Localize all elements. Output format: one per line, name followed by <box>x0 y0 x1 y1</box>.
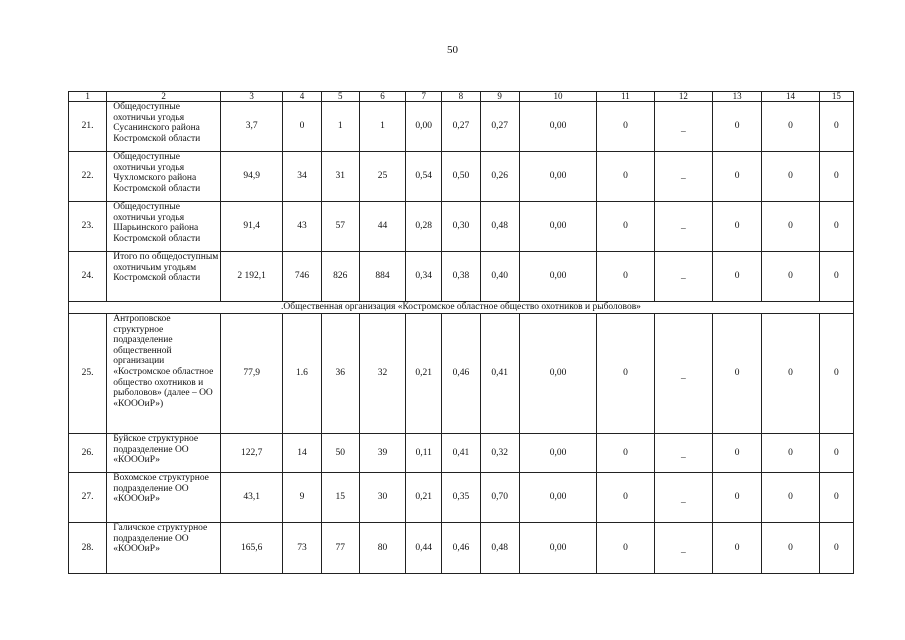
value-cell-c5: 36 <box>321 314 359 434</box>
value-cell-c12: _ <box>654 473 712 523</box>
value-cell-c13: 0 <box>713 102 762 152</box>
value-cell-c8: 0,46 <box>442 523 480 574</box>
value-cell-c12: _ <box>654 314 712 434</box>
value-cell-c3: 77,9 <box>220 314 282 434</box>
table-row <box>69 152 854 202</box>
value-cell-c9: 0,27 <box>480 102 519 152</box>
column-header: 9 <box>480 92 519 102</box>
column-header: 10 <box>519 92 596 102</box>
value-cell-c5: 77 <box>321 523 359 574</box>
value-cell-c15: 0 <box>819 314 853 434</box>
value-cell-c4: 14 <box>283 434 321 473</box>
row-number-cell: 23. <box>69 202 107 252</box>
value-cell-c10: 0,00 <box>519 523 596 574</box>
row-number-cell: 27. <box>69 473 107 523</box>
section-title: .Общественная организация «Костромское областное общество охотников и рыболовов» <box>69 302 854 314</box>
row-number-cell: 25. <box>69 314 107 434</box>
value-cell-c10: 0,00 <box>519 314 596 434</box>
column-header: 1 <box>69 92 107 102</box>
table-row <box>69 473 854 523</box>
table-row <box>69 252 854 302</box>
table-row <box>69 434 854 473</box>
value-cell-c15: 0 <box>819 523 853 574</box>
column-header: 8 <box>442 92 480 102</box>
value-cell-c7: 0,54 <box>406 152 442 202</box>
column-header: 4 <box>283 92 321 102</box>
value-cell-c3: 165,6 <box>220 523 282 574</box>
row-number-cell: 21. <box>69 102 107 152</box>
value-cell-c14: 0 <box>762 314 819 434</box>
value-cell-c5: 31 <box>321 152 359 202</box>
value-cell-c10: 0,00 <box>519 202 596 252</box>
value-cell-c13: 0 <box>713 473 762 523</box>
column-header: 6 <box>359 92 405 102</box>
value-cell-c10: 0,00 <box>519 102 596 152</box>
value-cell-c8: 0,38 <box>442 252 480 302</box>
value-cell-c14: 0 <box>762 252 819 302</box>
value-cell-c13: 0 <box>713 252 762 302</box>
object-name-cell: Общедоступные охотничьи угодья Чухломского района Костромской области <box>107 152 221 202</box>
column-header: 5 <box>321 92 359 102</box>
value-cell-c7: 0,44 <box>406 523 442 574</box>
value-cell-c9: 0,32 <box>480 434 519 473</box>
column-header: 7 <box>406 92 442 102</box>
value-cell-c12: – <box>654 252 712 302</box>
value-cell-c13: 0 <box>713 523 762 574</box>
value-cell-c12: – <box>654 152 712 202</box>
value-cell-c8: 0,46 <box>442 314 480 434</box>
table-row <box>69 314 854 434</box>
value-cell-c9: 0,40 <box>480 252 519 302</box>
value-cell-c7: 0,11 <box>406 434 442 473</box>
value-cell-c6: 884 <box>359 252 405 302</box>
value-cell-c10: 0,00 <box>519 252 596 302</box>
value-cell-c4: 0 <box>283 102 321 152</box>
row-number-cell: 22. <box>69 152 107 202</box>
value-cell-c7: 0,28 <box>406 202 442 252</box>
value-cell-c12: _ <box>654 102 712 152</box>
value-cell-c11: 0 <box>597 523 654 574</box>
value-cell-c3: 91,4 <box>220 202 282 252</box>
column-header: 3 <box>220 92 282 102</box>
value-cell-c8: 0,50 <box>442 152 480 202</box>
value-cell-c14: 0 <box>762 523 819 574</box>
value-cell-c3: 43,1 <box>220 473 282 523</box>
value-cell-c15: 0 <box>819 152 853 202</box>
value-cell-c11: 0 <box>597 202 654 252</box>
value-cell-c3: 3,7 <box>220 102 282 152</box>
column-header: 14 <box>762 92 819 102</box>
table-row <box>69 102 854 152</box>
value-cell-c6: 44 <box>359 202 405 252</box>
table-row <box>69 202 854 252</box>
value-cell-c7: 0,21 <box>406 473 442 523</box>
value-cell-c9: 0,70 <box>480 473 519 523</box>
value-cell-c14: 0 <box>762 434 819 473</box>
value-cell-c11: 0 <box>597 473 654 523</box>
value-cell-c4: 73 <box>283 523 321 574</box>
public-grounds-rows <box>69 102 854 302</box>
value-cell-c11: 0 <box>597 102 654 152</box>
object-name-cell: Итого по общедоступным охотничьим угодьям Костромской области <box>107 252 221 302</box>
value-cell-c4: 43 <box>283 202 321 252</box>
value-cell-c9: 0,41 <box>480 314 519 434</box>
value-cell-c7: 0,34 <box>406 252 442 302</box>
value-cell-c14: 0 <box>762 102 819 152</box>
value-cell-c6: 30 <box>359 473 405 523</box>
row-number-cell: 26. <box>69 434 107 473</box>
object-name-cell: Буйское структурное подразделение ОО «КОООиР» <box>107 434 221 473</box>
value-cell-c15: 0 <box>819 202 853 252</box>
value-cell-c12: _ <box>654 434 712 473</box>
column-number-header-row <box>69 92 854 102</box>
value-cell-c15: 0 <box>819 434 853 473</box>
value-cell-c11: 0 <box>597 152 654 202</box>
value-cell-c12: _ <box>654 523 712 574</box>
column-header: 13 <box>713 92 762 102</box>
value-cell-c13: 0 <box>713 152 762 202</box>
section-header-row <box>69 302 854 314</box>
value-cell-c4: 1.6 <box>283 314 321 434</box>
value-cell-c13: 0 <box>713 314 762 434</box>
value-cell-c13: 0 <box>713 202 762 252</box>
value-cell-c10: 0,00 <box>519 152 596 202</box>
value-cell-c11: 0 <box>597 252 654 302</box>
value-cell-c3: 94,9 <box>220 152 282 202</box>
value-cell-c3: 122,7 <box>220 434 282 473</box>
value-cell-c11: 0 <box>597 314 654 434</box>
object-name-cell: Общедоступные охотничьи угодья Сусанинского района Костромской области <box>107 102 221 152</box>
row-number-cell: 28. <box>69 523 107 574</box>
value-cell-c8: 0,27 <box>442 102 480 152</box>
value-cell-c5: 50 <box>321 434 359 473</box>
organization-rows <box>69 314 854 574</box>
value-cell-c10: 0,00 <box>519 434 596 473</box>
value-cell-c6: 39 <box>359 434 405 473</box>
page-number: 50 <box>447 44 458 56</box>
row-number-cell: 24. <box>69 252 107 302</box>
object-name-cell: Антроповское структурное подразделение общественной организации «Костромское областное общество охотников и рыболовов» (далее – ОО «КОООиР») <box>107 314 221 434</box>
value-cell-c9: 0,48 <box>480 202 519 252</box>
column-header: 11 <box>597 92 654 102</box>
hunting-grounds-table <box>68 91 854 574</box>
object-name-cell: Вохомское структурное подразделение ОО «КОООиР» <box>107 473 221 523</box>
value-cell-c6: 1 <box>359 102 405 152</box>
value-cell-c12: – <box>654 202 712 252</box>
value-cell-c6: 80 <box>359 523 405 574</box>
value-cell-c14: 0 <box>762 152 819 202</box>
value-cell-c5: 826 <box>321 252 359 302</box>
value-cell-c5: 57 <box>321 202 359 252</box>
value-cell-c4: 9 <box>283 473 321 523</box>
value-cell-c14: 0 <box>762 473 819 523</box>
value-cell-c8: 0,41 <box>442 434 480 473</box>
value-cell-c8: 0,30 <box>442 202 480 252</box>
object-name-cell: Общедоступные охотничьи угодья Шарьинского района Костромской области <box>107 202 221 252</box>
value-cell-c11: 0 <box>597 434 654 473</box>
value-cell-c6: 32 <box>359 314 405 434</box>
value-cell-c9: 0,26 <box>480 152 519 202</box>
value-cell-c4: 746 <box>283 252 321 302</box>
value-cell-c6: 25 <box>359 152 405 202</box>
value-cell-c3: 2 192,1 <box>220 252 282 302</box>
value-cell-c9: 0,48 <box>480 523 519 574</box>
value-cell-c8: 0,35 <box>442 473 480 523</box>
value-cell-c10: 0,00 <box>519 473 596 523</box>
column-header: 12 <box>654 92 712 102</box>
value-cell-c7: 0,00 <box>406 102 442 152</box>
table-row <box>69 523 854 574</box>
value-cell-c15: 0 <box>819 252 853 302</box>
value-cell-c7: 0,21 <box>406 314 442 434</box>
value-cell-c15: 0 <box>819 473 853 523</box>
object-name-cell: Галичское структурное подразделение ОО «КОООиР» <box>107 523 221 574</box>
value-cell-c4: 34 <box>283 152 321 202</box>
column-header: 15 <box>819 92 853 102</box>
value-cell-c5: 15 <box>321 473 359 523</box>
value-cell-c5: 1 <box>321 102 359 152</box>
value-cell-c14: 0 <box>762 202 819 252</box>
column-header: 2 <box>107 92 221 102</box>
value-cell-c15: 0 <box>819 102 853 152</box>
value-cell-c13: 0 <box>713 434 762 473</box>
